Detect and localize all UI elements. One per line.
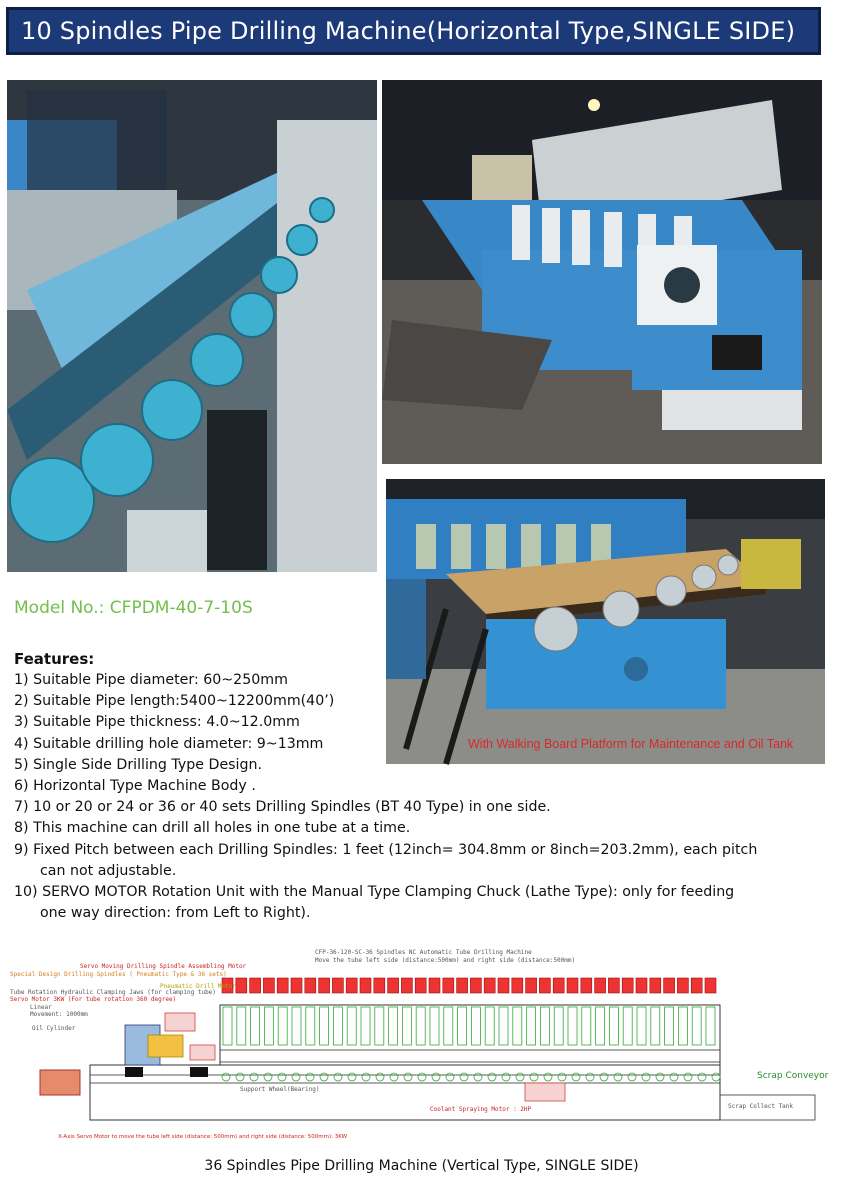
label-coolant-motor: Coolant Spraying Motor : 2HP (430, 1106, 532, 1113)
drill-spindle (306, 1007, 315, 1045)
drill-spindle (458, 1007, 467, 1045)
photo-spindle-motors (7, 80, 377, 572)
support-wheel (488, 1073, 496, 1081)
drill-head (319, 978, 330, 993)
drill-head (512, 978, 523, 993)
label-pneumatic-motor: Pneumatic Drill Motor (160, 983, 236, 990)
label-servo-motor: Servo Motor 3KW (For tube rotation 360 degree) (10, 996, 177, 1003)
drill-spindle (389, 1007, 398, 1045)
drill-head (553, 978, 564, 993)
support-wheel (432, 1073, 440, 1081)
drill-head (622, 978, 633, 993)
support-wheel (670, 1073, 678, 1081)
drill-spindle (292, 1007, 301, 1045)
drill-head (332, 978, 343, 993)
drill-spindle (237, 1007, 246, 1045)
drill-spindle (609, 1007, 618, 1045)
drill-head (470, 978, 481, 993)
feature-item: 8) This machine can drill all holes in one tube at a time. (14, 820, 411, 837)
features-list (14, 670, 834, 924)
drill-spindle (582, 1007, 591, 1045)
drill-head (567, 978, 578, 993)
drill-spindle (416, 1007, 425, 1045)
support-wheel (348, 1073, 356, 1081)
drill-spindle (554, 1007, 563, 1045)
drill-spindle (678, 1007, 687, 1045)
label-x-axis-motor: X-Axis Servo Motor to move the tube left side (distance: 500mm) and right side (distance: 500mm): 3KW (58, 1134, 348, 1140)
support-wheel (362, 1073, 370, 1081)
drill-head (581, 978, 592, 993)
drill-head (401, 978, 412, 993)
support-wheel (530, 1073, 538, 1081)
feature-item: 10) SERVO MOTOR Rotation Unit with the Manual Type Clamping Chuck (Lathe Type): only for feeding (14, 884, 735, 901)
drill-spindle (596, 1007, 605, 1045)
support-wheel (544, 1073, 552, 1081)
drill-spindle (361, 1007, 370, 1045)
label-tube-rotation: Tube Rotation Hydraulic Clamping Jaws (for clamping tube) (10, 989, 216, 996)
drill-spindle (706, 1007, 715, 1045)
feature-item: 9) Fixed Pitch between each Drilling Spindles: 1 feet (12inch= 304.8mm or 8inch=203.2mm), each pitch (14, 841, 758, 858)
drill-spindle (430, 1007, 439, 1045)
support-wheel (656, 1073, 664, 1081)
drill-head (374, 978, 385, 993)
drill-head (388, 978, 399, 993)
drill-head (415, 978, 426, 993)
drill-head (263, 978, 274, 993)
support-wheel (446, 1073, 454, 1081)
support-wheel (320, 1073, 328, 1081)
label-movement: Movement: 1000mm (30, 1011, 88, 1018)
model-number: Model No.: CFPDM-40-7-10S (14, 598, 253, 618)
label-support-wheel: Support Wheel(Bearing) (240, 1086, 320, 1093)
drill-spindle (485, 1007, 494, 1045)
drill-head (291, 978, 302, 993)
support-wheel (712, 1073, 720, 1081)
drill-spindle (223, 1007, 232, 1045)
drill-spindle (499, 1007, 508, 1045)
support-wheel (600, 1073, 608, 1081)
support-wheel (474, 1073, 482, 1081)
support-wheel (376, 1073, 384, 1081)
diagram-subtitle: Move the tube left side (distance:500mm) and right side (distance:500mm) (315, 957, 576, 964)
feature-item: 5) Single Side Drilling Type Design. (14, 756, 263, 773)
support-wheel (558, 1073, 566, 1081)
drill-spindle (251, 1007, 260, 1045)
photo-spindle-motors-art (7, 80, 377, 572)
drill-head (526, 978, 537, 993)
support-wheel (264, 1073, 272, 1081)
machine-diagram (10, 945, 840, 1150)
drill-head (608, 978, 619, 993)
drill-head (305, 978, 316, 993)
drill-head (484, 978, 495, 993)
photo-machine-with-cover (382, 80, 822, 464)
support-wheel (572, 1073, 580, 1081)
support-wheel (250, 1073, 258, 1081)
drill-head (277, 978, 288, 993)
drill-head (429, 978, 440, 993)
feature-item: 1) Suitable Pipe diameter: 60~250mm (14, 672, 288, 688)
label-servo-spindle: Servo Moving Drilling Spindle Assembling Motor (80, 963, 247, 970)
support-wheel (292, 1073, 300, 1081)
feature-item: 6) Horizontal Type Machine Body . (14, 778, 256, 795)
support-wheel (418, 1073, 426, 1081)
drill-head (691, 978, 702, 993)
drill-spindle (333, 1007, 342, 1045)
drill-head (346, 978, 357, 993)
features-heading: Features: (14, 650, 95, 668)
support-wheel (404, 1073, 412, 1081)
feature-item: 2) Suitable Pipe length:5400~12200mm(40’) (14, 693, 335, 710)
drill-spindle (402, 1007, 411, 1045)
support-wheel (516, 1073, 524, 1081)
drill-spindle (278, 1007, 287, 1045)
support-wheel (642, 1073, 650, 1081)
drill-spindle (527, 1007, 536, 1045)
support-wheel (390, 1073, 398, 1081)
label-oil-cylinder: Oil Cylinder (32, 1025, 76, 1032)
drill-head (539, 978, 550, 993)
support-wheel (236, 1073, 244, 1081)
drill-head (705, 978, 716, 993)
feature-item: 4) Suitable drilling hole diameter: 9~13mm (14, 735, 324, 752)
drill-spindle (568, 1007, 577, 1045)
title-banner (6, 7, 821, 55)
support-wheel (278, 1073, 286, 1081)
feature-item-continuation: can not adjustable. (40, 862, 177, 879)
drill-head (595, 978, 606, 993)
support-wheel (222, 1073, 230, 1081)
support-wheel (684, 1073, 692, 1081)
feature-item: 3) Suitable Pipe thickness: 4.0~12.0mm (14, 714, 300, 731)
drill-spindle (540, 1007, 549, 1045)
drill-head (250, 978, 261, 993)
drill-head (236, 978, 247, 993)
label-scrap-box: Scrap Collect Tank (728, 1103, 794, 1110)
drill-spindle (651, 1007, 660, 1045)
support-wheel (334, 1073, 342, 1081)
drill-spindle (471, 1007, 480, 1045)
drill-spindle (637, 1007, 646, 1045)
diagram-title: CFP-36-120-SC-36 Spindles NC Automatic Tube Drilling Machine (315, 949, 532, 956)
support-wheel (628, 1073, 636, 1081)
diagram-caption: 36 Spindles Pipe Drilling Machine (Vertical Type, SINGLE SIDE) (204, 1158, 639, 1174)
support-wheel (698, 1073, 706, 1081)
feature-item: 7) 10 or 20 or 24 or 36 or 40 sets Drilling Spindles (BT 40 Type) in one side. (14, 799, 551, 816)
drill-heads (222, 978, 716, 1045)
photo-machine-with-cover-art (382, 80, 822, 464)
drill-head (443, 978, 454, 993)
page-title: 10 Spindles Pipe Drilling Machine(Horizontal Type,SINGLE SIDE) (21, 17, 796, 45)
drill-head (457, 978, 468, 993)
support-wheel (502, 1073, 510, 1081)
drill-spindle (375, 1007, 384, 1045)
drill-spindle (320, 1007, 329, 1045)
drill-head (650, 978, 661, 993)
drill-head (664, 978, 675, 993)
drill-spindle (347, 1007, 356, 1045)
drill-spindle (692, 1007, 701, 1045)
drill-spindle (665, 1007, 674, 1045)
support-wheels (222, 1073, 720, 1081)
drill-spindle (623, 1007, 632, 1045)
label-special-spindles: Special Design Drilling Spindles ( Pneumatic Type & 36 sets) (10, 971, 227, 978)
drill-spindle (513, 1007, 522, 1045)
drill-head (677, 978, 688, 993)
drill-head (360, 978, 371, 993)
label-scrap-conveyor: Scrap Conveyor (757, 1071, 829, 1081)
drill-spindle (444, 1007, 453, 1045)
support-wheel (586, 1073, 594, 1081)
label-linear: Linear (30, 1004, 52, 1011)
drill-head (636, 978, 647, 993)
support-wheel (614, 1073, 622, 1081)
photo-caption: With Walking Board Platform for Maintenance and Oil Tank (468, 737, 794, 751)
drill-head (498, 978, 509, 993)
drill-spindle (264, 1007, 273, 1045)
feature-item-continuation: one way direction: from Left to Right). (40, 905, 311, 922)
support-wheel (460, 1073, 468, 1081)
support-wheel (306, 1073, 314, 1081)
